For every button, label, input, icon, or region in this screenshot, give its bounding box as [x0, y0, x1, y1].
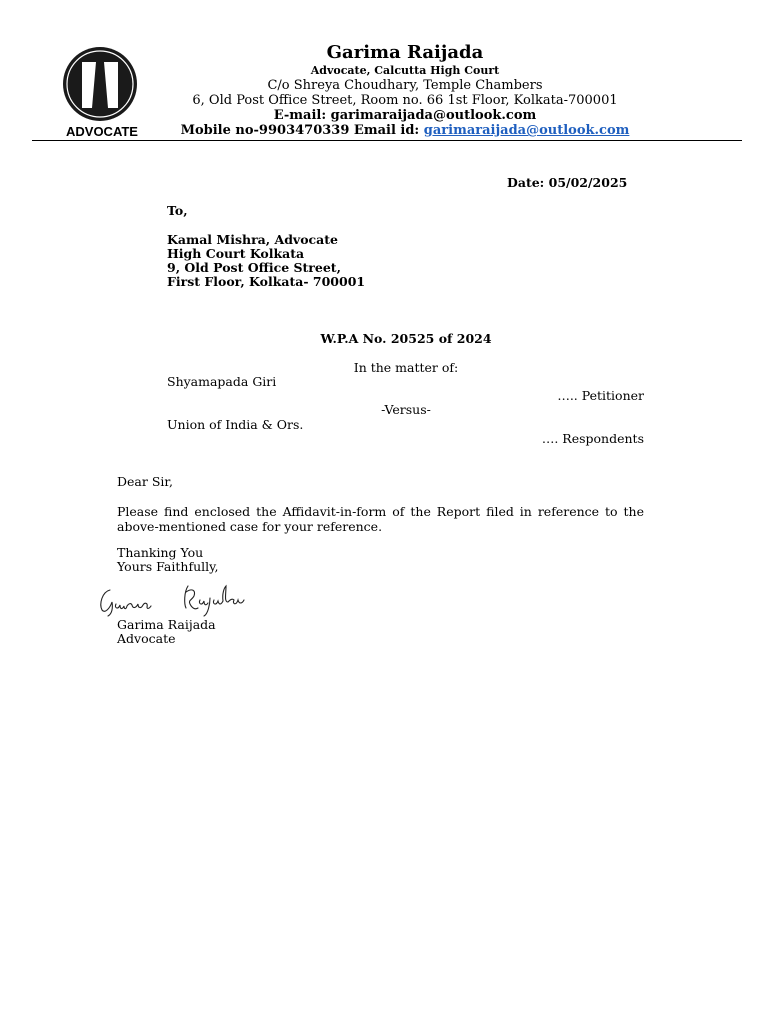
email-link[interactable]: garimaraijada@outlook.com — [423, 123, 630, 138]
address-line-2: 6, Old Post Office Street, Room no. 66 1st Floor, Kolkata-700001 — [192, 93, 618, 108]
versus-label: -Versus- — [381, 402, 431, 417]
recipient-line: 9, Old Post Office Street, — [167, 260, 341, 275]
respondent-role: …. Respondents — [541, 431, 644, 446]
petitioner-name: Shyamapada Giri — [167, 374, 277, 389]
email-line: E-mail: garimaraijada@outlook.com — [273, 108, 537, 123]
recipient-line: High Court Kolkata — [167, 246, 305, 261]
salutation: Dear Sir, — [117, 474, 173, 489]
sender-name: Garima Raijada — [326, 42, 484, 63]
letter-body: Please find enclosed the Affidavit-in-form of the Report filed in reference to the above-mentioned case for your reference. — [117, 504, 644, 534]
letterhead — [160, 40, 650, 138]
header-divider — [32, 140, 742, 141]
sender-designation: Advocate, Calcutta High Court — [310, 64, 500, 77]
closing-line: Yours Faithfully, — [117, 559, 219, 574]
thanks-line: Thanking You — [117, 545, 204, 560]
matter-intro: In the matter of: — [353, 360, 459, 375]
respondent-name: Union of India & Ors. — [167, 417, 304, 432]
signer-name: Garima Raijada — [117, 617, 216, 632]
to-label: To, — [167, 203, 188, 218]
letter-date: Date: 05/02/2025 — [507, 175, 628, 190]
signer-title: Advocate — [117, 631, 176, 646]
address-line-1: C/o Shreya Choudhary, Temple Chambers — [267, 78, 543, 93]
recipient-line: Kamal Mishra, Advocate — [167, 232, 338, 247]
advocate-logo — [52, 46, 152, 142]
recipient-line: First Floor, Kolkata- 700001 — [167, 274, 366, 289]
logo-caption: ADVOCATE — [66, 124, 138, 139]
case-number: W.P.A No. 20525 of 2024 — [320, 331, 492, 346]
mobile-label: Mobile no-9903470339 Email id: — [180, 123, 424, 138]
petitioner-role: ….. Petitioner — [557, 388, 644, 403]
handwritten-signature — [96, 578, 266, 622]
mobile-line — [160, 123, 650, 138]
